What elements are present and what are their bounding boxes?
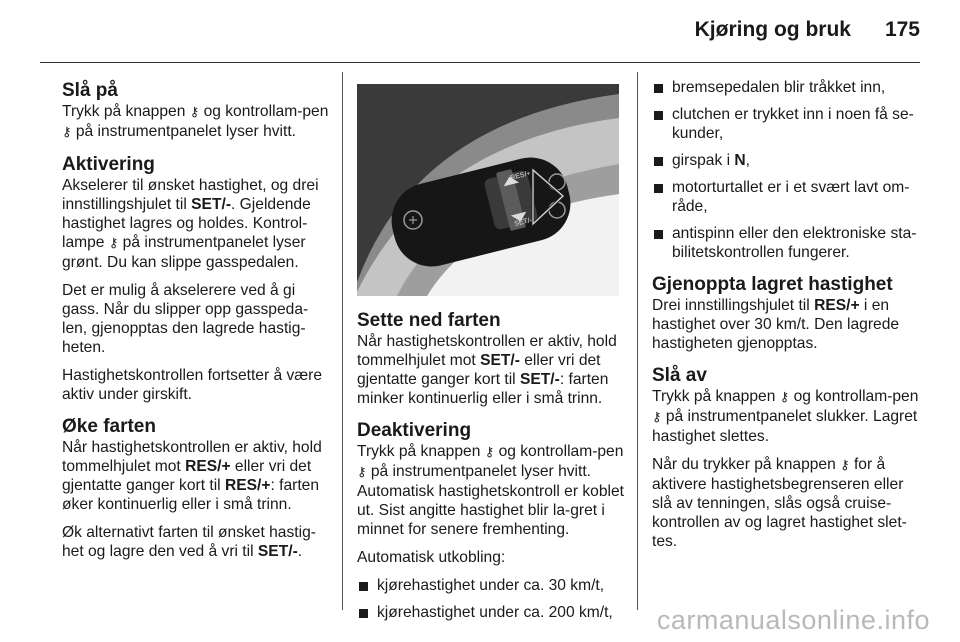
section-sette-ned-farten (357, 310, 625, 408)
column-divider (342, 72, 343, 610)
column-3 (652, 78, 920, 563)
section-heading: Deaktivering (357, 420, 472, 441)
list-item: antispinn eller den elektroniske sta-bilitetskontrollen fungerer. (652, 224, 920, 262)
paragraph: Automatisk utkobling: (357, 549, 506, 566)
section-heading: Aktivering (62, 154, 155, 175)
section-heading: Slå av (652, 365, 707, 386)
cruise-control-icon: ⚷ (779, 390, 790, 405)
paragraph: Når hastighetskontrollen er aktiv, hold tommelhjulet mot SET/- eller vri det gjentatte ganger kort til SET/-: farten minker kontinuerlig eller i små trinn. (357, 333, 617, 407)
bullet-list (357, 576, 625, 622)
header-rule (40, 62, 920, 63)
column-divider (637, 72, 638, 610)
watermark: carmanualsonline.info (656, 605, 930, 635)
paragraph: Akselerer til ønsket hastighet, og drei innstillingshjulet til SET/-. Gjeldende hastighet lagres og holdes. Kontrol-lampe ⚷ på instrumentpanelet lyser grønt. Du kan slippe gasspedalen. (62, 177, 319, 271)
cruise-control-icon: ⚷ (189, 105, 200, 120)
paragraph: Trykk på knappen ⚷ og kontrollam-pen ⚷ på instrumentpanelet slukker. Lagret hastighet slettes. (652, 388, 919, 445)
paragraph: Når hastighetskontrollen er aktiv, hold tommelhjulet mot RES/+ eller vri det gjentatte ganger kort til RES/+: farten øker kontinuerlig eller i små trinn. (62, 439, 322, 513)
cruise-control-icon: ⚷ (652, 410, 662, 425)
section-deaktivering (357, 420, 625, 622)
list-item: motorturtallet er i et svært lavt om-råde, (652, 178, 920, 216)
section-sla-pa (62, 80, 330, 142)
running-header (695, 18, 920, 42)
section-gjenoppta (652, 274, 920, 353)
paragraph: Hastighetskontrollen fortsetter å være aktiv under girskift. (62, 367, 323, 403)
speed-limiter-icon: ⚷ (840, 458, 850, 473)
page-number: 175 (884, 18, 920, 41)
section-heading: Gjenoppta lagret hastighet (652, 274, 893, 295)
column-1 (62, 80, 330, 573)
section-heading: Slå på (62, 80, 118, 101)
photo-label-set: SET/- (513, 216, 533, 228)
cruise-control-icon: ⚷ (357, 465, 367, 480)
paragraph: Når du trykker på knappen ⚷ for å aktivere hastighetsbegrenseren eller slå av tenningen, slås også cruise-kontrollen av og lagret hastighet slet-tes. (652, 456, 907, 550)
cruise-control-icon: ⚷ (108, 236, 119, 251)
paragraph: Drei innstillingshjulet til RES/+ i en hastighet over 30 km/t. Den lagrede hastigheten gjenopptas. (652, 297, 900, 352)
paragraph: Trykk på knappen ⚷ og kontrollam-pen ⚷ på instrumentpanelet lyser hvitt. Automatisk hastighetskontroll er koblet ut. Sist angitte hastighet blir la-gret i minnet for senere fremhenting. (357, 443, 624, 538)
chapter-title: Kjøring og bruk (694, 18, 851, 41)
paragraph: Øk alternativt farten til ønsket hastig-het og lagre den ved å vri til SET/-. (62, 524, 316, 560)
list-item: bremsepedalen blir tråkket inn, (652, 78, 920, 97)
column-2 (357, 80, 625, 634)
section-heading: Øke farten (62, 416, 156, 437)
section-heading: Sette ned farten (357, 310, 501, 331)
section-sla-av (652, 365, 920, 551)
list-item: kjørehastighet under ca. 200 km/t, (357, 603, 625, 622)
photo-label-res: RES/+ (509, 170, 532, 182)
cancel-button-icon: ⚷ (484, 445, 495, 460)
section-oke-farten (62, 416, 330, 561)
list-item: girspak i N, (652, 151, 920, 170)
paragraph: Det er mulig å akselerere ved å gi gass. Når du slipper opp gasspeda-len, gjenopptas den lagrede hastig-heten. (62, 282, 309, 356)
list-item: kjørehastighet under ca. 30 km/t, (357, 576, 625, 595)
steering-wheel-photo (357, 84, 619, 296)
section-aktivering (62, 154, 330, 404)
paragraph: Trykk på knappen ⚷ og kontrollam-pen ⚷ på instrumentpanelet lyser hvitt. (62, 103, 329, 140)
list-item: clutchen er trykket inn i noen få se-kunder, (652, 105, 920, 143)
bullet-list (652, 78, 920, 262)
cruise-control-icon: ⚷ (62, 125, 72, 140)
